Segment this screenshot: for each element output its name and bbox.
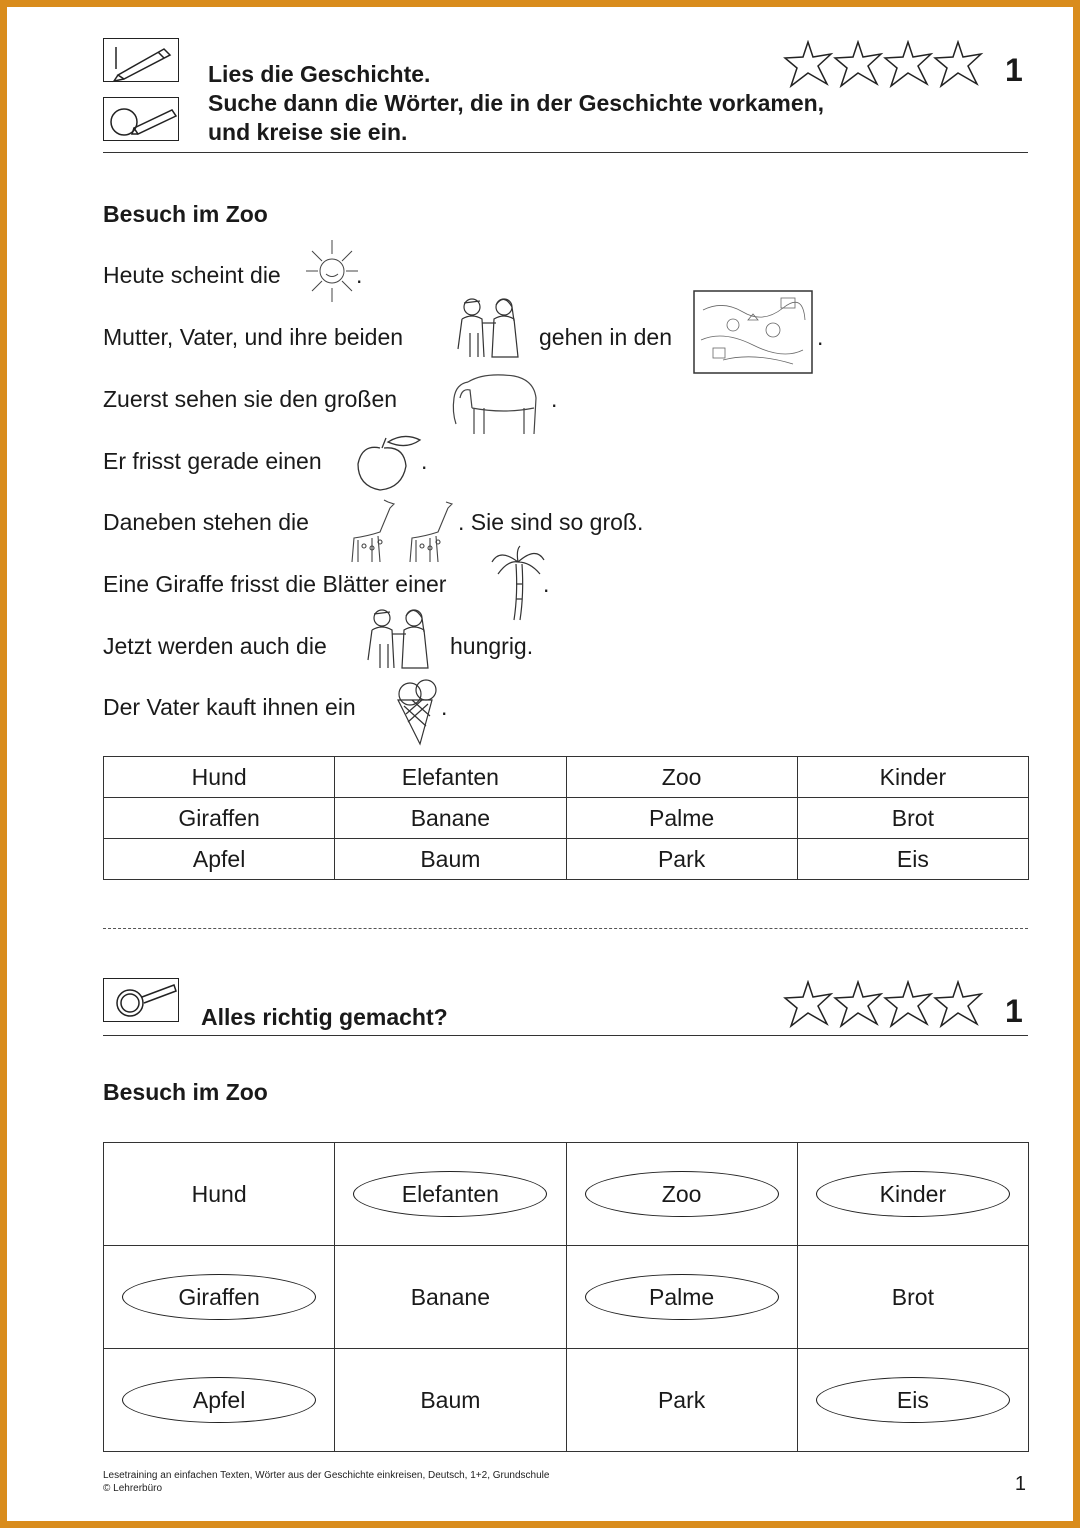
- children-icon: [448, 293, 528, 361]
- word-text: Kinder: [879, 1180, 947, 1207]
- story-line-3: Zuerst sehen sie den großen: [103, 386, 398, 412]
- story-line-7: Jetzt werden auch die: [103, 633, 327, 659]
- solution-table: [103, 1142, 1029, 1452]
- story-line-4: Er frisst gerade einen: [103, 448, 322, 474]
- solution-cell: [566, 1246, 797, 1349]
- circle-mark: [816, 1171, 1010, 1217]
- story-title: Besuch im Zoo: [103, 201, 268, 227]
- star-icon: [885, 982, 931, 1026]
- word-text: Giraffen: [178, 1283, 260, 1310]
- difficulty-stars: [783, 40, 993, 90]
- solution-cell: [797, 1143, 1028, 1246]
- word-cell[interactable]: Palme: [566, 798, 797, 839]
- instruction-line-2: Suche dann die Wörter, die in der Geschichte vorkamen,: [208, 90, 825, 116]
- word-cell[interactable]: Kinder: [797, 757, 1028, 798]
- word-cell[interactable]: Park: [566, 839, 797, 880]
- story-text: . Sie sind so groß.: [458, 509, 644, 535]
- table-row: [104, 1143, 1029, 1246]
- star-icon: [835, 42, 881, 86]
- apple-icon: [352, 432, 424, 494]
- giraffe-icon: [344, 496, 460, 564]
- word-text: Park: [657, 1386, 706, 1413]
- difficulty-stars: [783, 980, 993, 1030]
- story-text: hungrig.: [450, 633, 534, 659]
- story-line-6: Eine Giraffe frisst die Blätter einer: [103, 571, 447, 597]
- story-punct: .: [356, 262, 363, 288]
- story-punct: .: [551, 386, 558, 412]
- story-punct: .: [817, 324, 824, 350]
- word-text: Zoo: [661, 1180, 702, 1207]
- table-row: [104, 757, 1029, 798]
- story-punct: .: [543, 571, 550, 597]
- word-text: Eis: [896, 1386, 929, 1413]
- children-icon: [358, 604, 438, 672]
- circle-mark: [122, 1274, 316, 1320]
- check-title: Alles richtig gemacht?: [201, 1004, 448, 1030]
- word-text: Palme: [649, 1283, 715, 1310]
- solution-cell: [104, 1349, 335, 1452]
- footer-line-1: Lesetraining an einfachen Texten, Wörter aus der Geschichte einkreisen, Deutsch, 1+2, Grundschule: [103, 1470, 550, 1481]
- table-row: [104, 798, 1029, 839]
- elephant-icon: [444, 368, 544, 438]
- word-cell[interactable]: Apfel: [104, 839, 335, 880]
- word-cell[interactable]: Hund: [104, 757, 335, 798]
- word-text: Apfel: [192, 1386, 246, 1413]
- story-text: Heute scheint die: [103, 262, 281, 288]
- word-text: Baum: [420, 1386, 481, 1413]
- story-line-5: Daneben stehen die: [103, 509, 309, 535]
- word-text: Brot: [891, 1283, 934, 1310]
- word-cell[interactable]: Giraffen: [104, 798, 335, 839]
- word-text: Elefanten: [401, 1180, 499, 1207]
- star-icon: [785, 982, 831, 1026]
- word-text: Banane: [410, 1283, 491, 1310]
- star-icon: [885, 42, 931, 86]
- star-icon: [935, 982, 981, 1026]
- story-line-2: Mutter, Vater, und ihre beiden: [103, 324, 404, 350]
- check-divider: [103, 1035, 1028, 1036]
- solution-cell: [797, 1246, 1028, 1349]
- circle-mark: [816, 1377, 1010, 1423]
- story-punct: .: [421, 448, 428, 474]
- pencil-circle-icon: [103, 97, 179, 141]
- star-icon: [935, 42, 981, 86]
- palm-tree-icon: [490, 544, 546, 622]
- instruction-line-3: und kreise sie ein.: [208, 119, 408, 145]
- solution-cell: [566, 1143, 797, 1246]
- cut-line: [103, 928, 1028, 929]
- word-cell[interactable]: Brot: [797, 798, 1028, 839]
- circle-mark: [353, 1171, 547, 1217]
- footer: [103, 1469, 549, 1495]
- pencil-icon: [103, 38, 179, 82]
- circle-mark: [585, 1274, 779, 1320]
- footer-line-2: © Lehrerbüro: [103, 1483, 163, 1494]
- ice-cream-icon: [392, 676, 444, 746]
- word-table: [103, 756, 1029, 880]
- word-cell[interactable]: Baum: [335, 839, 566, 880]
- solution-cell: [335, 1246, 566, 1349]
- instruction-line-1: Lies die Geschichte.: [208, 61, 431, 87]
- check-story-title: Besuch im Zoo: [103, 1079, 268, 1105]
- circle-mark: [585, 1171, 779, 1217]
- solution-cell: [797, 1349, 1028, 1452]
- sun-icon: [304, 238, 363, 304]
- star-icon: [835, 982, 881, 1026]
- table-row: [104, 839, 1029, 880]
- story-line-8: Der Vater kauft ihnen ein: [103, 694, 356, 720]
- table-row: [104, 1246, 1029, 1349]
- circle-mark: [122, 1377, 316, 1423]
- footer-page-number: 1: [1014, 1473, 1026, 1495]
- word-cell[interactable]: Banane: [335, 798, 566, 839]
- zoo-map-icon: [693, 290, 813, 374]
- table-row: [104, 1349, 1029, 1452]
- solution-cell: [335, 1349, 566, 1452]
- level-number: 1: [1005, 52, 1023, 88]
- level-number: 1: [1005, 993, 1023, 1029]
- solution-cell: [566, 1349, 797, 1452]
- story-text: gehen in den: [539, 324, 673, 350]
- word-text: Hund: [191, 1180, 247, 1207]
- solution-cell: [104, 1143, 335, 1246]
- story-line-1: [103, 262, 281, 289]
- word-cell[interactable]: Zoo: [566, 757, 797, 798]
- story-punct: .: [441, 694, 448, 720]
- header-divider: [103, 152, 1028, 153]
- word-cell[interactable]: Eis: [797, 839, 1028, 880]
- solution-cell: [335, 1143, 566, 1246]
- word-cell[interactable]: Elefanten: [335, 757, 566, 798]
- magnifier-icon: [103, 978, 179, 1022]
- solution-cell: [104, 1246, 335, 1349]
- star-icon: [785, 42, 831, 86]
